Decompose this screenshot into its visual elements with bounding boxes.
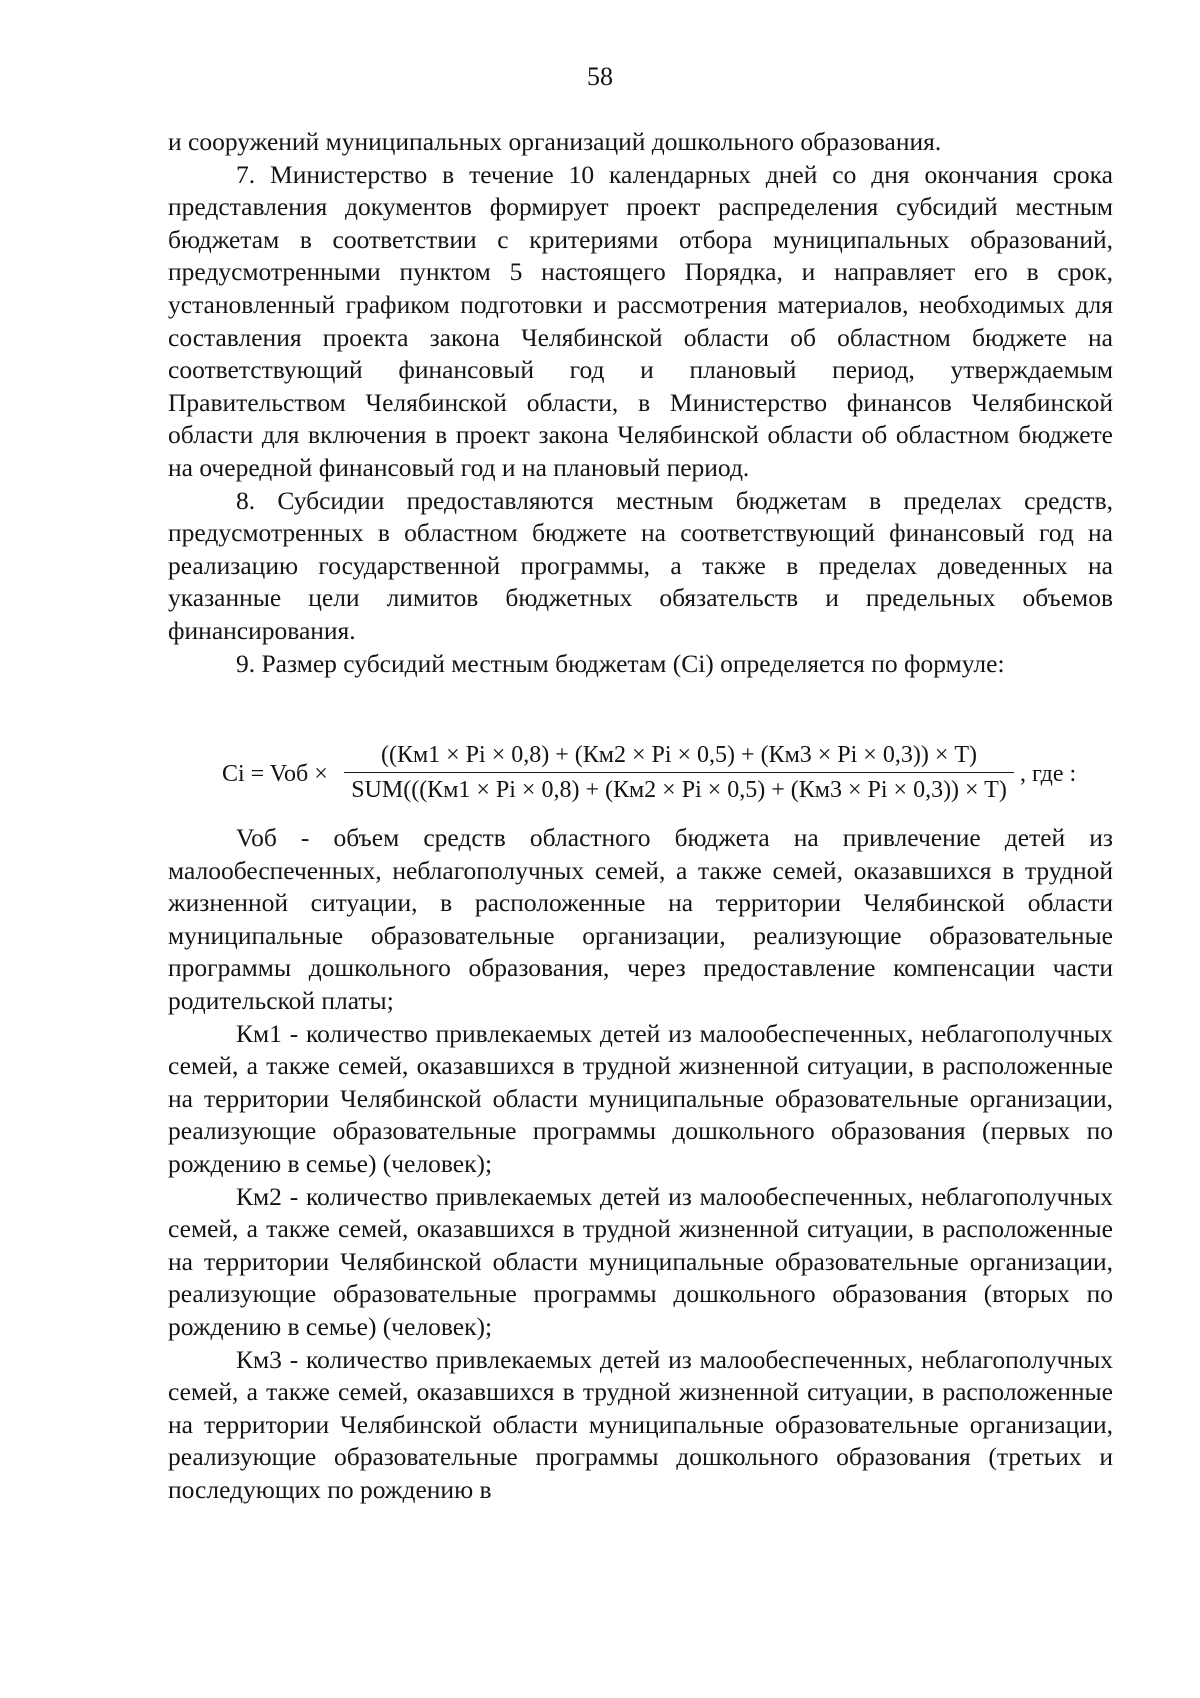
page-number: 58 <box>587 62 613 91</box>
paragraph: 8. Субсидии предоставляются местным бюджетам в пределах средств, предусмотренных в областном бюджете на соответствующий финансовый год на реализацию государственной программы, а также в пределах доведенных на указанные цели лимитов бюджетных обязательств и предельных объемов финансирования. <box>168 485 1113 645</box>
text-block-top <box>168 126 1113 680</box>
paragraph: и сооружений муниципальных организаций дошкольного образования. <box>168 127 942 156</box>
paragraph: Voб - объем средств областного бюджета на привлечение детей из малообеспеченных, неблагополучных семей, а также семей, оказавшихся в трудной жизненной ситуации, в расположенные на территории Челябинской области муниципальные образовательные организации, реализующие образовательные программы дошкольного образования, через предоставление компенсации части родительской платы; <box>168 823 1113 1015</box>
formula-rhs: , где : <box>1020 761 1077 787</box>
formula-lhs: Ci = Voб × <box>222 761 328 787</box>
fraction-line <box>344 772 1014 773</box>
paragraph: Км2 - количество привлекаемых детей из малообеспеченных, неблагополучных семей, а также семей, оказавшихся в трудной жизненной ситуации, в расположенные на территории Челябинской области муниципальные образовательные организации, реализующие образовательные программы дошкольного образования (вторых по рождению в семье) (человек); <box>168 1181 1113 1341</box>
formula-fraction <box>344 740 1014 805</box>
subsidy-formula <box>222 740 1122 810</box>
paragraph: Км3 - количество привлекаемых детей из малообеспеченных, неблагополучных семей, а также семей, оказавшихся в трудной жизненной ситуации, в расположенные на территории Челябинской области муниципальные образовательные организации, реализующие образовательные программы дошкольного образования (третьих и последующих по рождению в <box>168 1344 1113 1504</box>
formula-denominator: SUM(((Км1 × Pi × 0,8) + (Км2 × Pi × 0,5) + (Км3 × Pi × 0,3)) × T) <box>351 777 1007 803</box>
formula-numerator: ((Км1 × Pi × 0,8) + (Км2 × Pi × 0,5) + (Км3 × Pi × 0,3)) × T) <box>380 742 978 768</box>
paragraph: 7. Министерство в течение 10 календарных дней со дня окончания срока представления документов формирует проект распределения субсидий местным бюджетам в соответствии с критериями отбора муниципальных образований, предусмотренными пунктом 5 настоящего Порядка, и направляет его в срок, установленный графиком подготовки и рассмотрения материалов, необходимых для составления проекта закона Челябинской области об областном бюджете на соответствующий финансовый год и плановый период, утверждаемым Правительством Челябинской области, в Министерство финансов Челябинской области для включения в проект закона Челябинской области об областном бюджете на очередной финансовый год и на плановый период. <box>168 159 1113 482</box>
text-block-bottom <box>168 822 1113 1506</box>
paragraph: Км1 - количество привлекаемых детей из малообеспеченных, неблагополучных семей, а также семей, оказавшихся в трудной жизненной ситуации, в расположенные на территории Челябинской области муниципальные образовательные организации, реализующие образовательные программы дошкольного образования (первых по рождению в семье) (человек); <box>168 1018 1113 1178</box>
paragraph: 9. Размер субсидий местным бюджетам (Ci) определяется по формуле: <box>236 648 1005 678</box>
